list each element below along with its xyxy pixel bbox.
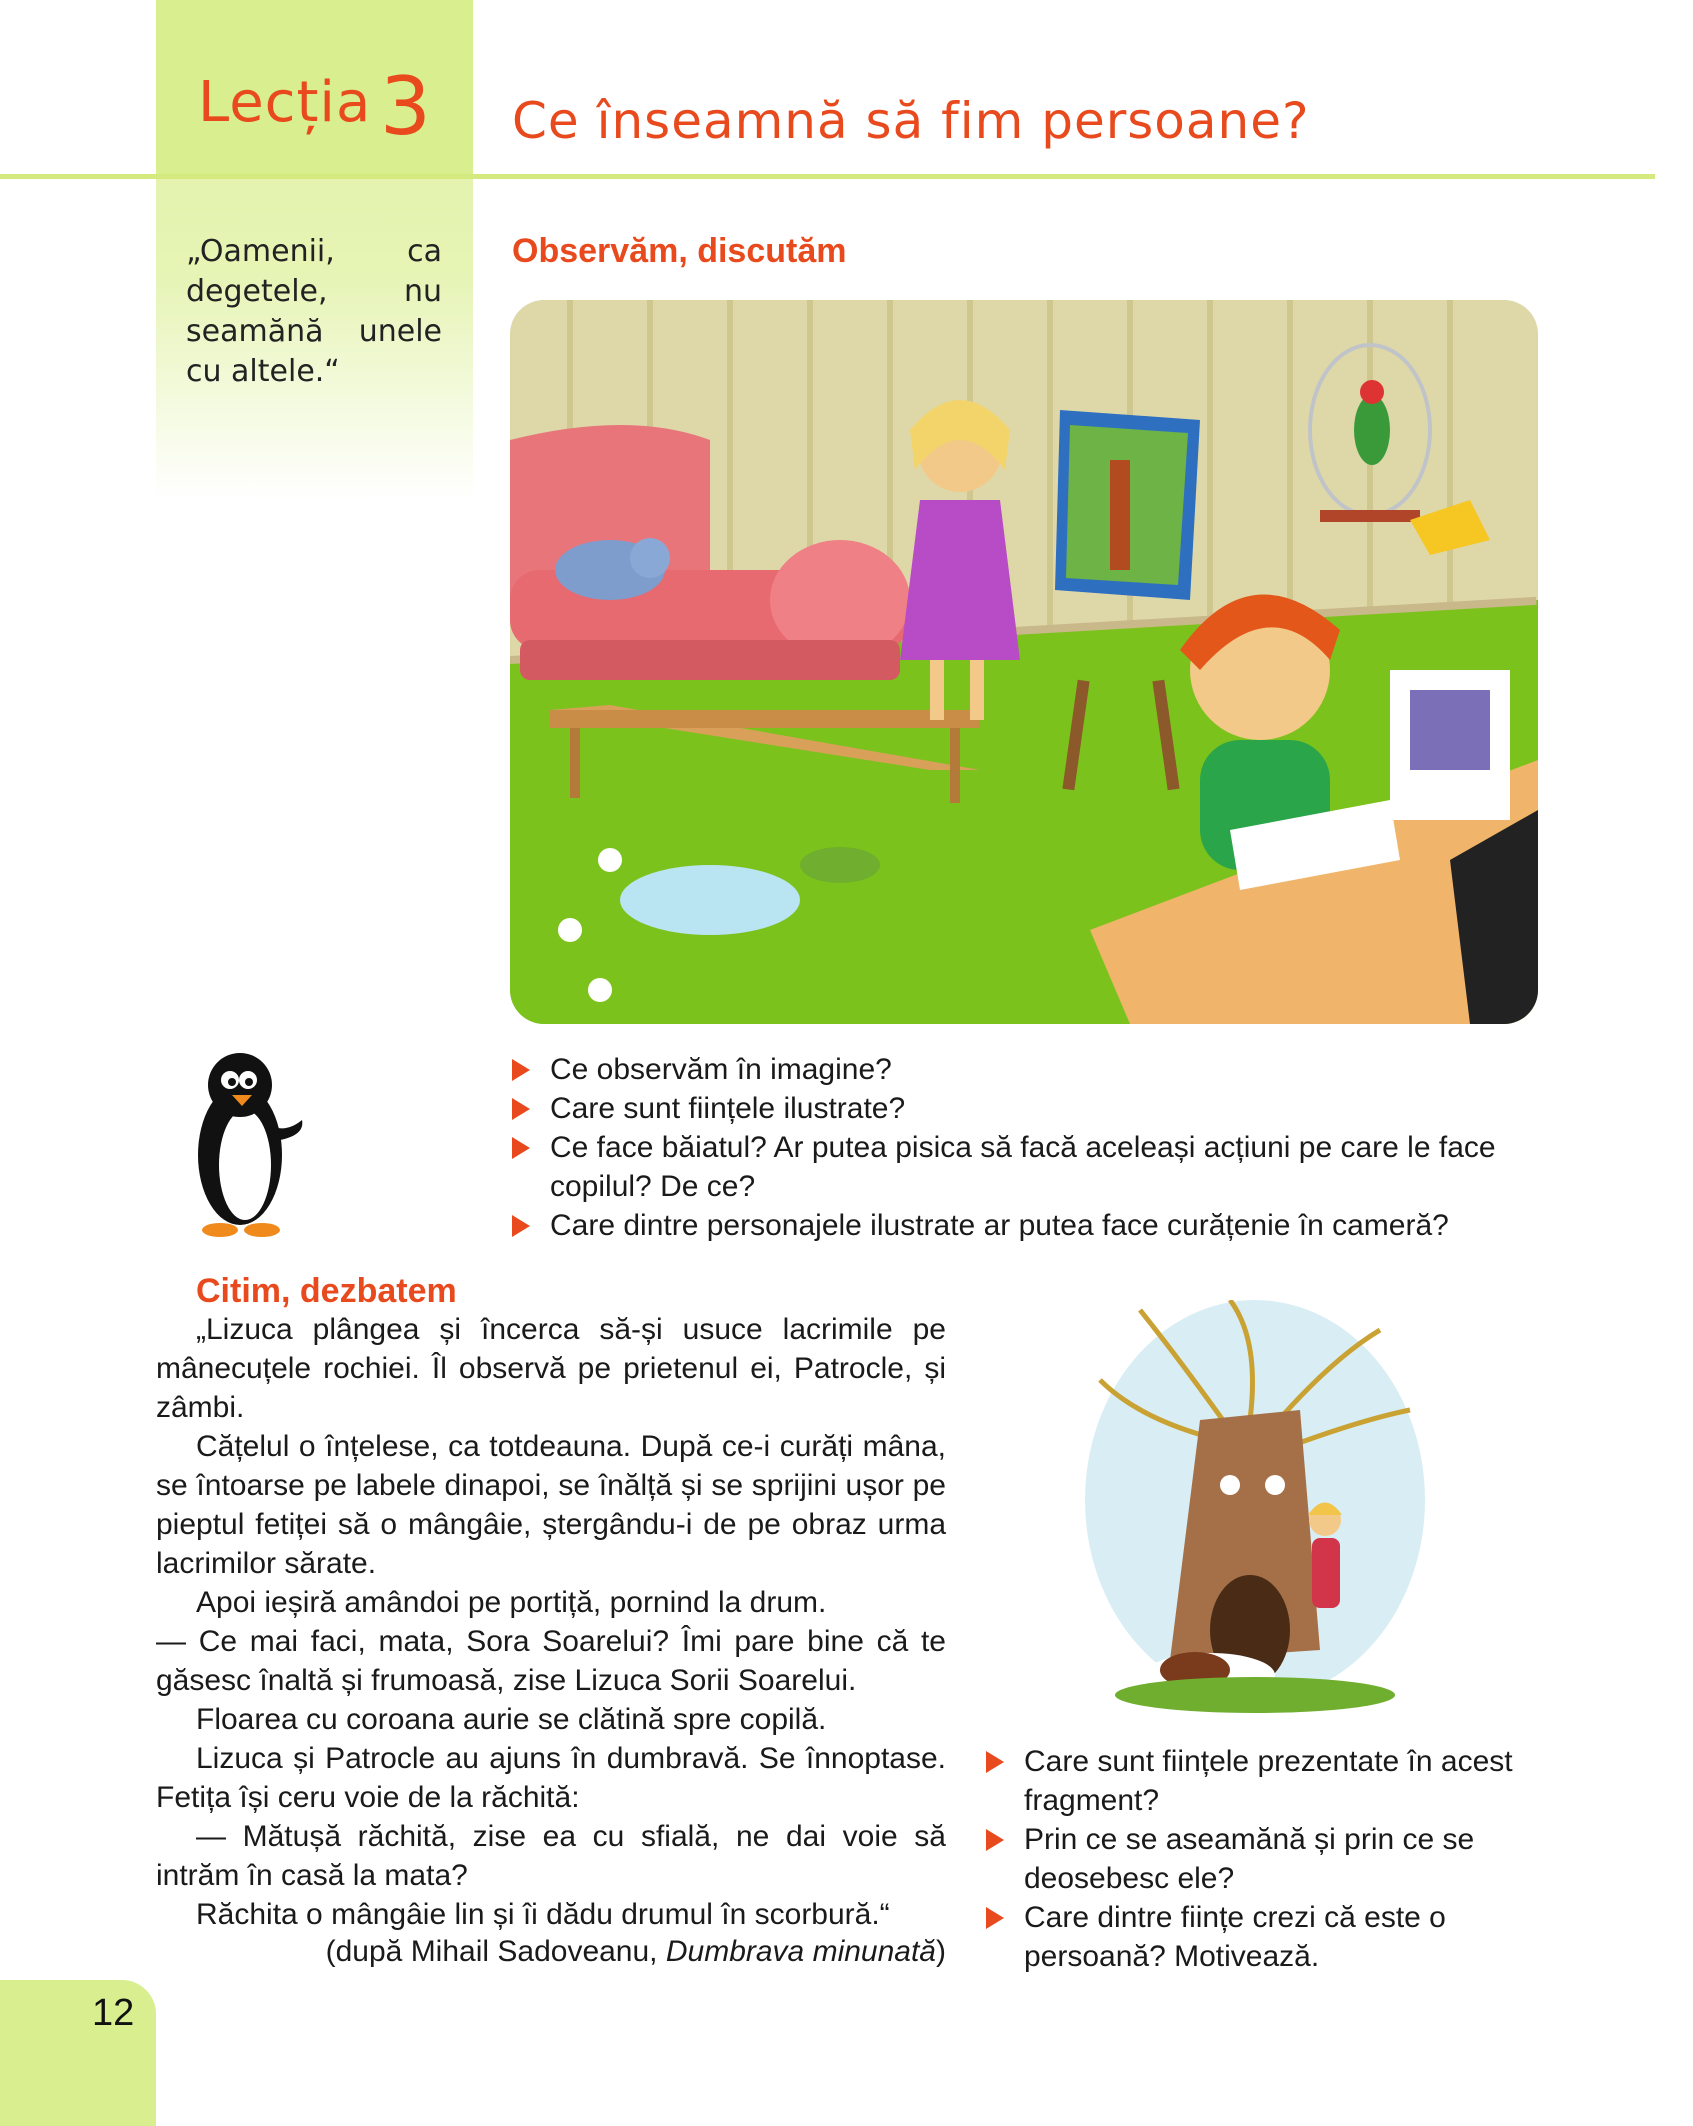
section-heading-observe: Observăm, discutăm (512, 232, 847, 270)
arrow-bullet-icon (512, 1137, 530, 1159)
story-paragraph: Cățelul o înțelese, ca totdeauna. După ce-i curăți mâna, se întoarse pe labele dinapoi, se înălță și se sprijini ușor pe pieptul fetiței să o mângâie, ștergându-i de pe obraz urma lacrimilor sărate. (156, 1430, 946, 1580)
arrow-bullet-icon (986, 1829, 1004, 1851)
arrow-bullet-icon (512, 1059, 530, 1081)
story-paragraph: „Lizuca plângea și încerca să-și usuce lacrimile pe mânecuțele rochiei. Îl observă pe prietenul ei, Patrocle, și zâmbi. (156, 1313, 946, 1424)
story-paragraph: Lizuca și Patrocle au ajuns în dumbravă. Se înnoptase. Fetița își ceru voie de la răchită: (156, 1742, 946, 1814)
lesson-label: Lecția (198, 70, 372, 135)
list-item: Ce face băiatul? Ar putea pisica să facă aceleași acțiuni pe care le face copilul? De ce? (512, 1128, 1542, 1206)
story-paragraph: Floarea cu coroana aurie se clătină spre copilă. (196, 1703, 827, 1736)
story-attribution: (după Mihail Sadoveanu, Dumbrava minunată) (325, 1935, 946, 1968)
list-item: Prin ce se aseamănă și prin ce se deosebesc ele? (986, 1820, 1546, 1898)
story-text (156, 1310, 946, 1934)
page-number: 12 (92, 1992, 135, 2034)
list-item: Care dintre personajele ilustrate ar putea face curățenie în cameră? (512, 1206, 1542, 1245)
motto-quote: „Oamenii, ca degetele, nu seamănă unele cu altele.“ (186, 234, 442, 389)
story-paragraph: Răchita o mângâie lin și îi dădu drumul în scorbură.“ (196, 1898, 890, 1931)
observe-questions (512, 1050, 1542, 1245)
work-title: Dumbrava minunată (665, 1935, 936, 1968)
arrow-bullet-icon (986, 1751, 1004, 1773)
classroom-scene-illustration (510, 300, 1538, 1024)
list-item: Care dintre ființe crezi că este o persoană? Motivează. (986, 1898, 1546, 1976)
read-questions (986, 1742, 1546, 1976)
list-item: Ce observăm în imagine? (512, 1050, 1542, 1089)
arrow-bullet-icon (512, 1215, 530, 1237)
lesson-number: 3 (380, 60, 431, 153)
lesson-title: Ce înseamnă să fim persoane? (512, 92, 1310, 150)
arrow-bullet-icon (512, 1098, 530, 1120)
scene-drawing (510, 300, 1538, 1024)
tree-girl-dog-illustration (1080, 1300, 1430, 1720)
header-rule (0, 174, 1655, 179)
penguin-mascot-icon (190, 1040, 308, 1240)
list-item: Care sunt ființele ilustrate? (512, 1089, 1542, 1128)
story-paragraph: — Mătușă răchită, zise ea cu sfială, ne dai voie să intrăm în casă la mata? (156, 1820, 946, 1892)
section-heading-read: Citim, dezbatem (196, 1272, 457, 1310)
list-item: Care sunt ființele prezentate în acest fragment? (986, 1742, 1546, 1820)
story-paragraph: — Ce mai faci, mata, Sora Soarelui? Îmi pare bine că te găsesc înaltă și frumoasă, zise Lizuca Sorii Soarelui. (156, 1625, 946, 1697)
story-paragraph: Apoi ieșiră amândoi pe portiță, pornind la drum. (196, 1586, 827, 1619)
arrow-bullet-icon (986, 1907, 1004, 1929)
